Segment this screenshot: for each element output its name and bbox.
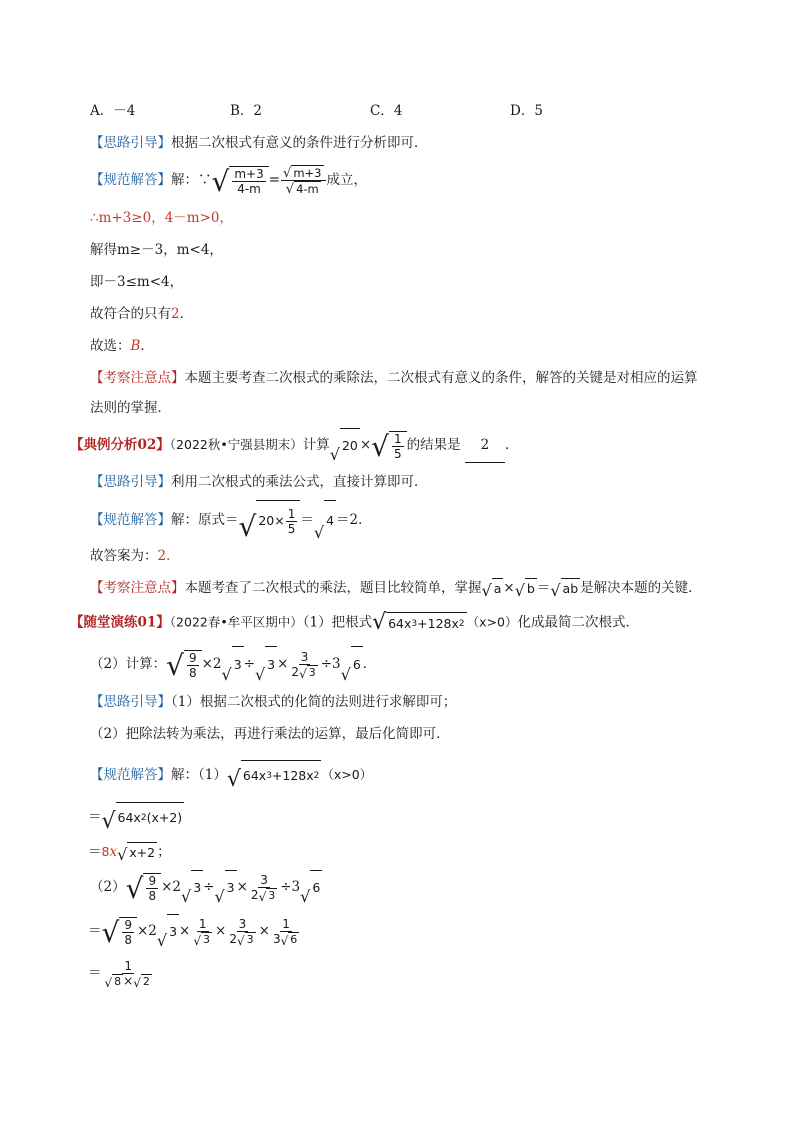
ex2-final: 故答案为：2． xyxy=(90,548,180,564)
ex1-note-cont: 法则的掌握． xyxy=(90,400,171,416)
ex3-guide1: 【思路引导】（1）根据二次根式的化简的法则进行求解即可； xyxy=(90,694,457,710)
ex1-note: 【考察注意点】本题主要考查二次根式的乘除法，二次根式有意义的条件，解答的关键是对相应的运算 xyxy=(90,370,698,386)
ex1-step1: ∴m+3≥0，4－m>0， xyxy=(90,210,233,226)
ex3-line4: （2） √ $\frac{9}{8}$ ×2 √ 3 ÷ √ 3 × 3 2 √ 3 ÷3 √ 6 xyxy=(90,871,321,906)
ex3-line6: ＝ 1 √ 8 × √ 2 xyxy=(88,958,150,990)
option-a: A．－4 xyxy=(90,103,136,119)
ex1-step3: 即－3≤m<4， xyxy=(90,274,184,290)
option-b: B．2 xyxy=(230,103,263,119)
fraction-of-roots: √ m+3 √ 4-m xyxy=(281,165,325,196)
ex3-part2: （2）计算： √ $\frac{9}{8}$ ×2 √ 3 ÷ √ 3 × 3 2 √ 3 ÷3 √ 6 ． xyxy=(90,646,376,683)
ex2-guide: 【思路引导】利用二次根式的乘法公式，直接计算即可． xyxy=(90,474,428,490)
ex3-line3: ＝8x √ x+2 ； xyxy=(88,844,171,864)
ex1-step4: 故符合的只有2． xyxy=(90,306,194,322)
option-c: C．4 xyxy=(370,103,403,119)
ex3-title: 【随堂演练01】（2022春•牟平区期中）（1）把根式 √ 64x 3 +128x 2 （x>0）化成最简二次根式． xyxy=(70,610,639,635)
ex1-guide: 【思路引导】根据二次根式有意义的条件进行分析即可． xyxy=(90,135,428,151)
ex2-note: 【考察注意点】本题考查了二次根式的乘法，题目比较简单，掌握 √ a × √ b ＝ √ ab 是解决本题的关键． xyxy=(90,580,702,600)
answer-blank[interactable]: 2 xyxy=(465,428,505,463)
answer-options xyxy=(90,101,650,121)
ex1-solution: 【规范解答】解：∵ √ $\frac{m+3}{4-m}$ = √ m+3 √ 4-m 成立， xyxy=(90,164,367,198)
ex3-line2: ＝ √ 64x 2 (x+2) xyxy=(88,802,184,833)
sqrt-fraction: √ $\frac{m+3}{4-m}$ xyxy=(212,166,269,196)
ex2-title: 【典例分析02】（2022秋•宁强县期末）计算 √ 20 × √ $\frac{1}{5}$ 的结果是 2 ． xyxy=(70,429,519,464)
ex2-solution: 【规范解答】解：原式＝ √ 20 × $\frac{1}{5}$ ＝ √ 4 ＝2． xyxy=(90,500,372,541)
ex3-line5: ＝ √ $\frac{9}{8}$ ×2 √ 3 × 1 √ 3 × 3 2 √ 3 × 1 3 √ 6 xyxy=(88,915,298,950)
option-d: D．5 xyxy=(510,103,543,119)
ex1-choose: 故选：B． xyxy=(90,338,154,354)
ex3-solution: 【规范解答】解：（1） √ 64x 3 +128x 2 （x>0） xyxy=(90,760,372,791)
ex1-step2: 解得m≥－3，m<4， xyxy=(90,242,223,258)
ex3-guide2: （2）把除法转为乘法，再进行乘法的运算，最后化简即可． xyxy=(90,726,450,742)
